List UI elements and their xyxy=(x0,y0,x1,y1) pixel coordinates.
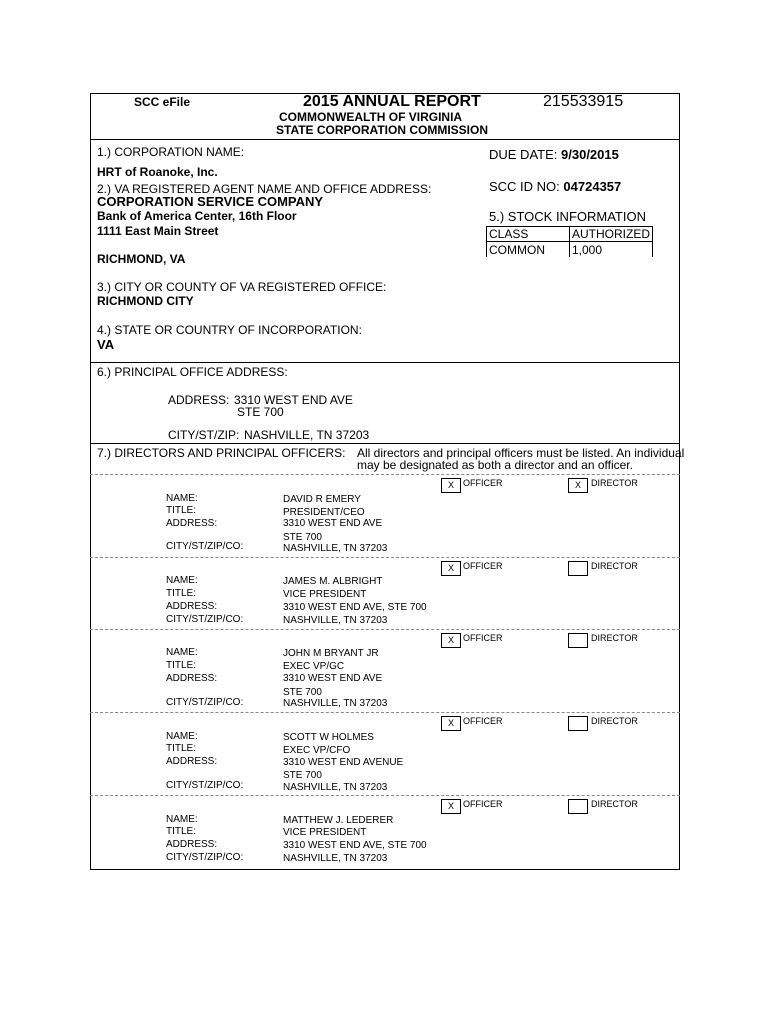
csz-label: CITY/ST/ZIP/CO: xyxy=(166,780,244,791)
principal-address-label: ADDRESS: xyxy=(168,393,230,407)
corporation-name: HRT of Roanoke, Inc. xyxy=(97,165,218,179)
person-divider xyxy=(90,712,680,713)
person-title: VICE PRESIDENT xyxy=(283,589,367,600)
person-divider xyxy=(90,557,680,558)
address-label: ADDRESS: xyxy=(166,839,218,850)
agent-name: CORPORATION SERVICE COMPANY xyxy=(97,194,324,209)
person-address2: STE 700 xyxy=(283,532,322,543)
state-value: VA xyxy=(97,337,115,352)
officer-checkbox[interactable]: X xyxy=(441,799,461,814)
director-checkbox[interactable] xyxy=(568,716,588,731)
commonwealth-heading: COMMONWEALTH OF VIRGINIA xyxy=(279,110,463,124)
stock-info-label: 5.) STOCK INFORMATION xyxy=(489,209,646,224)
county-value: RICHMOND CITY xyxy=(97,294,194,308)
agent-city: RICHMOND, VA xyxy=(97,252,186,266)
address-label: ADDRESS: xyxy=(166,601,218,612)
person-name: DAVID R EMERY xyxy=(283,494,361,505)
stock-table xyxy=(486,226,653,257)
title-label: TITLE: xyxy=(166,743,197,754)
person-name: JAMES M. ALBRIGHT xyxy=(283,576,383,587)
directors-note-line2: may be designated as both a director and an officer. xyxy=(357,458,633,472)
corporation-name-label: 1.) CORPORATION NAME: xyxy=(97,145,245,159)
director-label: DIRECTOR xyxy=(591,799,638,809)
report-title: 2015 ANNUAL REPORT xyxy=(303,93,481,110)
due-date xyxy=(489,147,619,162)
scc-id-label: SCC ID NO: xyxy=(489,179,560,194)
director-checkbox[interactable] xyxy=(568,799,588,814)
csz-label: CITY/ST/ZIP/CO: xyxy=(166,852,244,863)
director-label: DIRECTOR xyxy=(591,633,638,643)
person-csz: NASHVILLE, TN 37203 xyxy=(283,615,388,626)
person-address: 3310 WEST END AVENUE xyxy=(283,757,404,768)
header-divider xyxy=(90,139,680,140)
principal-office-label: 6.) PRINCIPAL OFFICE ADDRESS: xyxy=(97,365,288,379)
person-address2: STE 700 xyxy=(283,687,322,698)
person-title: EXEC VP/GC xyxy=(283,661,345,672)
officer-label: OFFICER xyxy=(463,799,503,809)
person-divider xyxy=(90,795,680,796)
officer-label: OFFICER xyxy=(463,633,503,643)
principal-address2: STE 700 xyxy=(237,405,284,419)
title-label: TITLE: xyxy=(166,660,197,671)
person-address2: STE 700 xyxy=(283,770,322,781)
person-name: SCOTT W HOLMES xyxy=(283,732,374,743)
name-label: NAME: xyxy=(166,814,198,825)
person-csz: NASHVILLE, TN 37203 xyxy=(283,543,388,554)
state-label: 4.) STATE OR COUNTRY OF INCORPORATION: xyxy=(97,323,362,337)
principal-address1: 3310 WEST END AVE xyxy=(234,393,353,407)
officer-checkbox[interactable]: X xyxy=(441,716,461,731)
officer-label: OFFICER xyxy=(463,478,503,488)
section5-divider xyxy=(90,362,680,363)
director-checkbox[interactable] xyxy=(568,561,588,576)
name-label: NAME: xyxy=(166,493,198,504)
address-label: ADDRESS: xyxy=(166,518,218,529)
person-title: VICE PRESIDENT xyxy=(283,827,367,838)
directors-label: 7.) DIRECTORS AND PRINCIPAL OFFICERS: xyxy=(97,446,346,460)
report-number: 215533915 xyxy=(543,93,624,110)
officer-checkbox[interactable]: X xyxy=(441,633,461,648)
officer-label: OFFICER xyxy=(463,716,503,726)
director-label: DIRECTOR xyxy=(591,716,638,726)
person-address: 3310 WEST END AVE xyxy=(283,518,383,529)
section6-divider xyxy=(90,443,680,444)
due-date-value: 9/30/2015 xyxy=(561,147,619,162)
agent-label: 2.) VA REGISTERED AGENT NAME AND OFFICE ADDRESS: xyxy=(97,182,432,196)
address-label: ADDRESS: xyxy=(166,673,218,684)
person-divider xyxy=(90,629,680,630)
agent-address-line1: Bank of America Center, 16th Floor xyxy=(97,209,297,223)
title-label: TITLE: xyxy=(166,505,197,516)
officer-checkbox[interactable]: X xyxy=(441,478,461,493)
director-checkbox[interactable]: X xyxy=(568,478,588,493)
scc-id xyxy=(489,179,621,194)
name-label: NAME: xyxy=(166,575,198,586)
scc-id-value: 04724357 xyxy=(563,179,622,194)
person-address: 3310 WEST END AVE xyxy=(283,673,383,684)
principal-csz-label: CITY/ST/ZIP: xyxy=(168,428,240,442)
title-label: TITLE: xyxy=(166,826,197,837)
name-label: NAME: xyxy=(166,647,198,658)
person-address: 3310 WEST END AVE, STE 700 xyxy=(283,840,427,851)
csz-label: CITY/ST/ZIP/CO: xyxy=(166,614,244,625)
stock-class-value: COMMON xyxy=(487,242,570,258)
principal-csz: NASHVILLE, TN 37203 xyxy=(244,428,370,442)
director-checkbox[interactable] xyxy=(568,633,588,648)
person-address: 3310 WEST END AVE, STE 700 xyxy=(283,602,427,613)
person-divider xyxy=(90,474,680,475)
person-csz: NASHVILLE, TN 37203 xyxy=(283,853,388,864)
scc-efile-label: SCC eFile xyxy=(134,95,191,109)
director-label: DIRECTOR xyxy=(591,478,638,488)
person-title: EXEC VP/CFO xyxy=(283,745,351,756)
county-label: 3.) CITY OR COUNTY OF VA REGISTERED OFFICE: xyxy=(97,280,387,294)
director-label: DIRECTOR xyxy=(591,561,638,571)
officer-label: OFFICER xyxy=(463,561,503,571)
stock-col-authorized: AUTHORIZED xyxy=(570,227,653,242)
person-csz: NASHVILLE, TN 37203 xyxy=(283,698,388,709)
commission-heading: STATE CORPORATION COMMISSION xyxy=(276,123,488,137)
csz-label: CITY/ST/ZIP/CO: xyxy=(166,541,244,552)
title-label: TITLE: xyxy=(166,588,197,599)
directors-note-line1: All directors and principal officers must be listed. An individual xyxy=(357,446,685,460)
person-csz: NASHVILLE, TN 37203 xyxy=(283,782,388,793)
person-title: PRESIDENT/CEO xyxy=(283,507,365,518)
csz-label: CITY/ST/ZIP/CO: xyxy=(166,697,244,708)
person-name: JOHN M BRYANT JR xyxy=(283,648,379,659)
address-label: ADDRESS: xyxy=(166,756,218,767)
agent-address-line2: 1111 East Main Street xyxy=(97,224,219,238)
name-label: NAME: xyxy=(166,731,198,742)
stock-col-class: CLASS xyxy=(487,227,570,242)
person-name: MATTHEW J. LEDERER xyxy=(283,815,394,826)
due-date-label: DUE DATE: xyxy=(489,147,558,162)
officer-checkbox[interactable]: X xyxy=(441,561,461,576)
stock-authorized-value: 1,000 xyxy=(570,242,653,258)
